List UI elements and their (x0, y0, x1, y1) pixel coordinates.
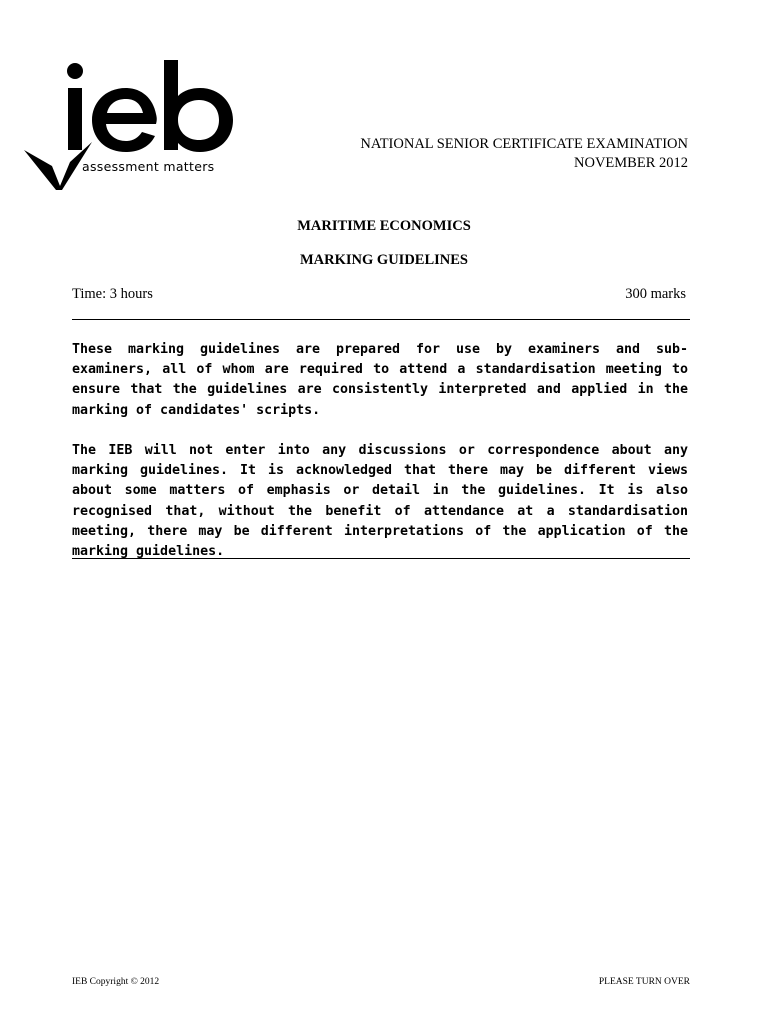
ieb-logo-graphic (22, 58, 242, 198)
logo-b (164, 60, 233, 152)
exam-date: NOVEMBER 2012 (574, 155, 688, 171)
document-title: MARKING GUIDELINES (300, 252, 468, 268)
ieb-logo (22, 58, 242, 198)
footer-copyright: IEB Copyright © 2012 (72, 977, 160, 987)
logo-i-dot (67, 63, 83, 79)
footer-turn-over: PLEASE TURN OVER (598, 977, 690, 987)
notice-paragraph-1: These marking guidelines are prepared for use by examiners and sub-examiners, all of whom are required to attend a standardisation meeting to ensure that the guidelines are consistently interpreted and applied in the marking of candidates' scripts. (72, 342, 688, 418)
logo-tagline: assessment matters (82, 159, 215, 174)
time-allowed: Time: 3 hours (72, 286, 153, 302)
notice-paragraph-2: The IEB will not enter into any discussions or correspondence about any marking guidelines. It is acknowledged that there may be different views about some matters of emphasis or detail in the guidelines. It is also recognised that, without the benefit of attendance at a standardisation meeting, there may be different interpretations of the application of the marking guidelines. (72, 443, 688, 560)
exam-header (360, 135, 688, 173)
logo-e (92, 88, 157, 152)
logo-i-stem (68, 88, 82, 150)
divider-bottom (72, 558, 690, 559)
exam-title: NATIONAL SENIOR CERTIFICATE EXAMINATION (360, 136, 688, 152)
total-marks: 300 marks (625, 286, 686, 302)
subject-title: MARITIME ECONOMICS (297, 218, 471, 234)
exam-meta (72, 286, 686, 303)
divider-top (72, 319, 690, 320)
